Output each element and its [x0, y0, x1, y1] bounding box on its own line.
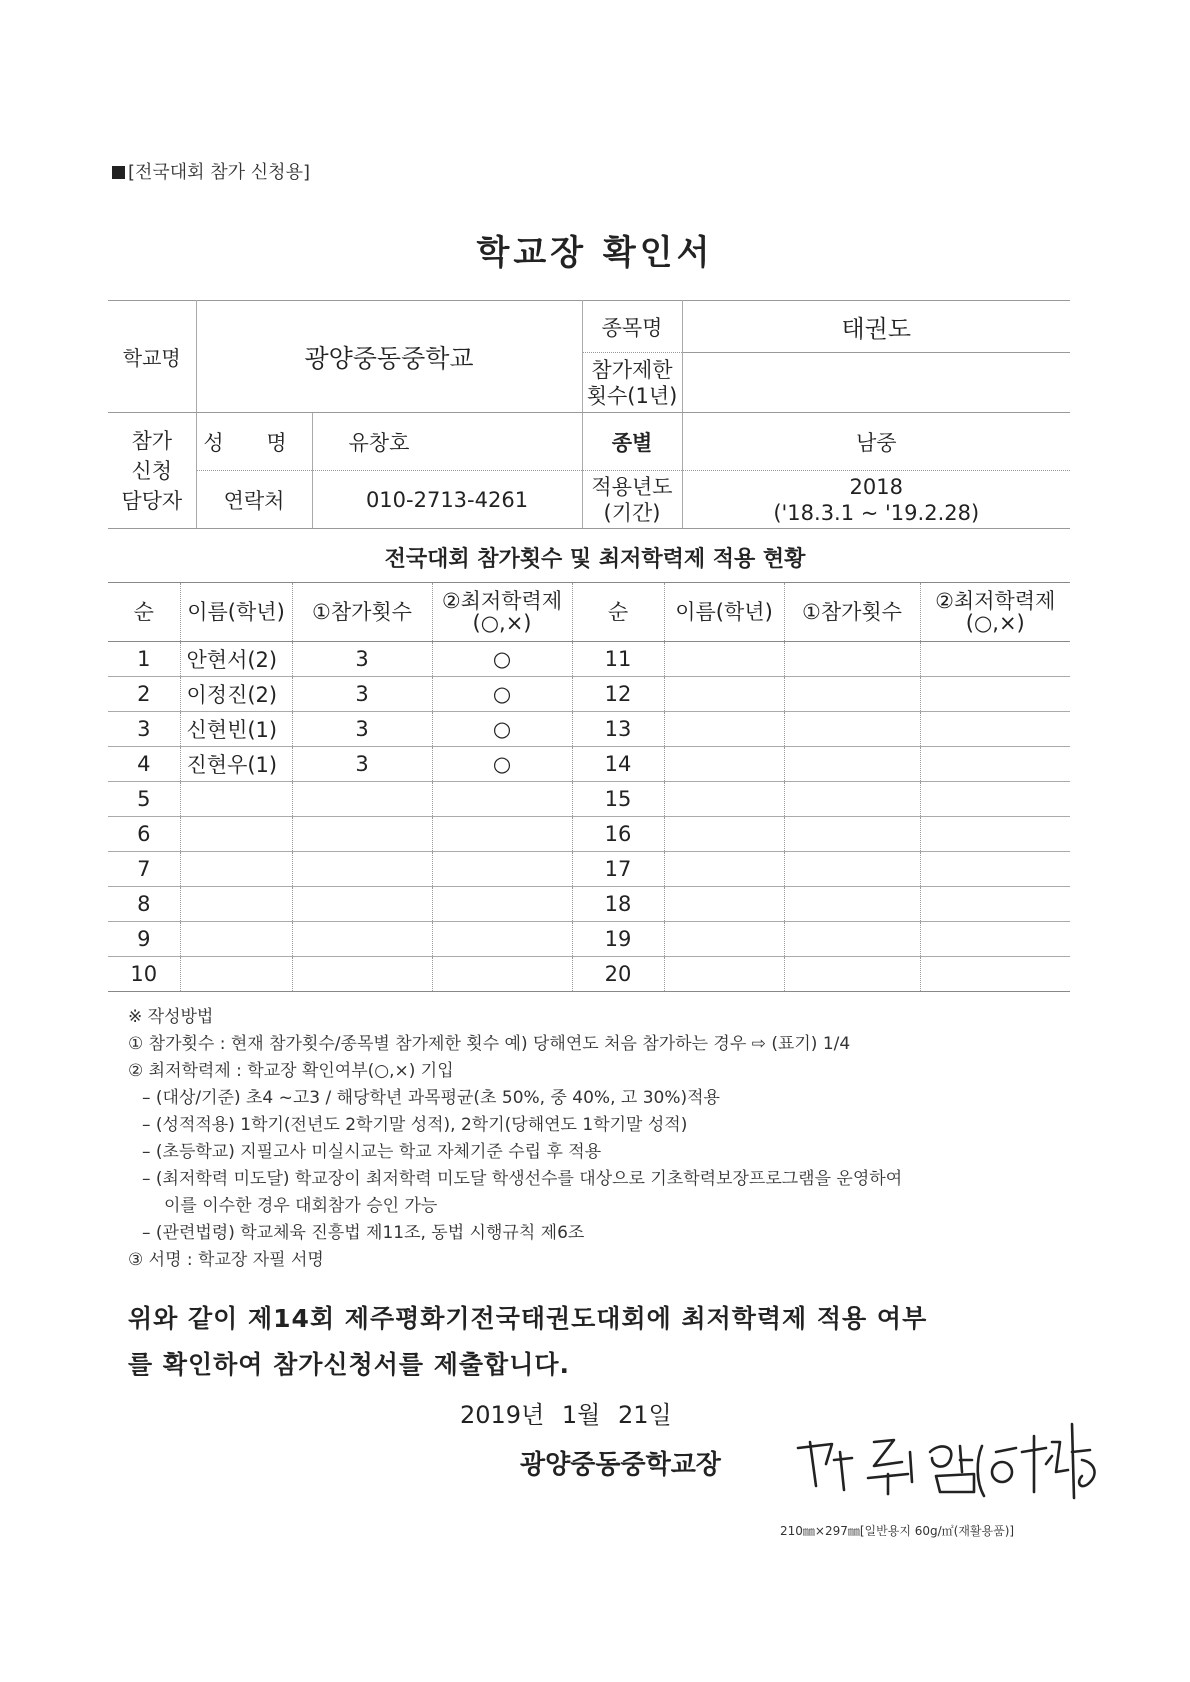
table-row [108, 957, 1070, 992]
cell-name [664, 642, 784, 677]
cell-no: 6 [108, 817, 180, 852]
cell-min [920, 782, 1070, 817]
principal-title: 광양중동중학교장 [520, 1450, 721, 1480]
instructions [128, 1004, 902, 1274]
cell-no: 20 [572, 957, 664, 992]
cell-min [920, 677, 1070, 712]
cell-count [292, 817, 432, 852]
cell-count [784, 712, 920, 747]
header-count: ①참가횟수 [292, 583, 432, 642]
cell-min [432, 817, 572, 852]
header-no: 순 [572, 583, 664, 642]
cell-name [664, 922, 784, 957]
cell-min [920, 712, 1070, 747]
contact-value: 010-2713-4261 [312, 471, 582, 529]
table-row [108, 642, 1070, 677]
cell-count [784, 852, 920, 887]
category-label: 종별 [582, 413, 682, 471]
note-line: ③ 서명 : 학교장 자필 서명 [128, 1250, 324, 1270]
cell-count [784, 957, 920, 992]
cell-no: 1 [108, 642, 180, 677]
square-bullet-icon [112, 166, 125, 179]
cell-min [920, 852, 1070, 887]
note-line: ① 참가횟수 : 현재 참가횟수/종목별 참가제한 횟수 예) 당해연도 처음 참가하는 경우 ⇨ (표기) 1/4 [128, 1034, 851, 1054]
school-value: 광양중동중학교 [196, 301, 582, 413]
year-value: 2018 ('18.3.1 ~ '19.2.28) [682, 471, 1070, 529]
note-line: – (최저학력 미도달) 학교장이 최저학력 미도달 학생선수를 대상으로 기초학력보장프로그램을 운영하여 [142, 1169, 903, 1189]
cell-no: 19 [572, 922, 664, 957]
cell-no: 11 [572, 642, 664, 677]
status-subtitle: 전국대회 참가횟수 및 최저학력제 적용 현황 [384, 547, 806, 572]
note-line: ② 최저학력제 : 학교장 확인여부(○,×) 기입 [128, 1061, 454, 1081]
cell-no: 3 [108, 712, 180, 747]
table-row [108, 712, 1070, 747]
cell-name [180, 922, 292, 957]
cell-min [432, 922, 572, 957]
cell-count: 3 [292, 642, 432, 677]
cell-min: ○ [432, 642, 572, 677]
declaration-line: 위와 같이 제14회 제주평화기전국태권도대회에 최저학력제 적용 여부 [128, 1304, 928, 1333]
cell-no: 8 [108, 887, 180, 922]
cell-min [432, 887, 572, 922]
table-row [108, 887, 1070, 922]
cell-count [292, 957, 432, 992]
cell-no: 16 [572, 817, 664, 852]
cell-no: 7 [108, 852, 180, 887]
cell-count [784, 642, 920, 677]
cell-min [920, 817, 1070, 852]
cell-no: 13 [572, 712, 664, 747]
cell-name [664, 887, 784, 922]
cell-name [664, 747, 784, 782]
cell-name [180, 852, 292, 887]
cell-no: 5 [108, 782, 180, 817]
cell-name [664, 957, 784, 992]
table-row [108, 817, 1070, 852]
header-name: 이름(학년) [664, 583, 784, 642]
cell-count [784, 887, 920, 922]
cell-no: 15 [572, 782, 664, 817]
cell-min [432, 782, 572, 817]
header-no: 순 [108, 583, 180, 642]
cell-count [784, 817, 920, 852]
cell-name [180, 817, 292, 852]
cell-no: 2 [108, 677, 180, 712]
cell-name [664, 817, 784, 852]
limit-label: 참가제한 횟수(1년) [582, 353, 682, 413]
note-line: ※ 작성방법 [128, 1007, 214, 1027]
cell-count [784, 782, 920, 817]
table-header-row [108, 583, 1070, 642]
cell-count [784, 747, 920, 782]
year-label: 적용년도 (기간) [582, 471, 682, 529]
cell-name: 이정진(2) [180, 677, 292, 712]
cell-min: ○ [432, 677, 572, 712]
header-count: ①참가횟수 [784, 583, 920, 642]
header-min: ②최저학력제 (○,×) [920, 583, 1070, 642]
cell-min [920, 642, 1070, 677]
cell-count [292, 782, 432, 817]
cell-count [292, 922, 432, 957]
cell-min [920, 922, 1070, 957]
name-label: 성 명 [196, 413, 312, 471]
limit-value [682, 353, 1070, 413]
document-title: 학교장 확인서 [476, 233, 714, 273]
note-line: – (성적적용) 1학기(전년도 2학기말 성적), 2학기(당해연도 1학기말 성적) [142, 1115, 688, 1135]
cell-name [664, 852, 784, 887]
cell-name: 신현빈(1) [180, 712, 292, 747]
header-min: ②최저학력제 (○,×) [432, 583, 572, 642]
cell-name [180, 887, 292, 922]
table-row [108, 852, 1070, 887]
header-name: 이름(학년) [180, 583, 292, 642]
cell-min [432, 957, 572, 992]
cell-count [784, 922, 920, 957]
cell-name [664, 712, 784, 747]
cell-min: ○ [432, 747, 572, 782]
form-tag: [전국대회 참가 신청용] [112, 158, 310, 184]
cell-min [920, 957, 1070, 992]
note-line: – (대상/기준) 초4 ~고3 / 해당학년 과목평균(초 50%, 중 40%, 고 30%)적용 [142, 1088, 720, 1108]
table-row [108, 922, 1070, 957]
cell-min: ○ [432, 712, 572, 747]
cell-count [292, 887, 432, 922]
submission-date: 2019년 1월 21일 [460, 1401, 672, 1429]
cell-no: 12 [572, 677, 664, 712]
cell-count [784, 677, 920, 712]
cell-count: 3 [292, 677, 432, 712]
note-line: 이를 이수한 경우 대회참가 승인 가능 [164, 1196, 438, 1216]
cell-count: 3 [292, 712, 432, 747]
cell-no: 10 [108, 957, 180, 992]
contact-label: 연락처 [196, 471, 312, 529]
cell-no: 9 [108, 922, 180, 957]
handwritten-signature [790, 1412, 1110, 1504]
sport-label: 종목명 [582, 301, 682, 353]
cell-min [920, 747, 1070, 782]
note-line: – (관련법령) 학교체육 진흥법 제11조, 동법 시행규칙 제6조 [142, 1223, 585, 1243]
table-row [108, 782, 1070, 817]
cell-no: 14 [572, 747, 664, 782]
category-value: 남중 [682, 413, 1070, 471]
cell-name [180, 957, 292, 992]
cell-count [292, 852, 432, 887]
school-label: 학교명 [108, 301, 196, 413]
participation-table [108, 582, 1070, 992]
cell-min [920, 887, 1070, 922]
cell-name: 안현서(2) [180, 642, 292, 677]
declaration-line: 를 확인하여 참가신청서를 제출합니다. [128, 1350, 571, 1379]
cell-no: 18 [572, 887, 664, 922]
table-row [108, 677, 1070, 712]
cell-name [180, 782, 292, 817]
cell-name [664, 782, 784, 817]
cell-no: 4 [108, 747, 180, 782]
cell-no: 17 [572, 852, 664, 887]
note-line: – (초등학교) 지필고사 미실시교는 학교 자체기준 수립 후 적용 [142, 1142, 602, 1162]
paper-spec: 210㎜×297㎜[일반용지 60g/㎡(재활용품)] [780, 1524, 1015, 1538]
manager-label: 참가 신청 담당자 [108, 413, 196, 529]
applicant-info-table [108, 300, 1070, 529]
cell-name: 진현우(1) [180, 747, 292, 782]
name-value: 유창호 [312, 413, 582, 471]
cell-count: 3 [292, 747, 432, 782]
declaration [128, 1296, 927, 1388]
sport-value: 태권도 [682, 301, 1070, 353]
cell-name [664, 677, 784, 712]
table-row [108, 747, 1070, 782]
cell-min [432, 852, 572, 887]
